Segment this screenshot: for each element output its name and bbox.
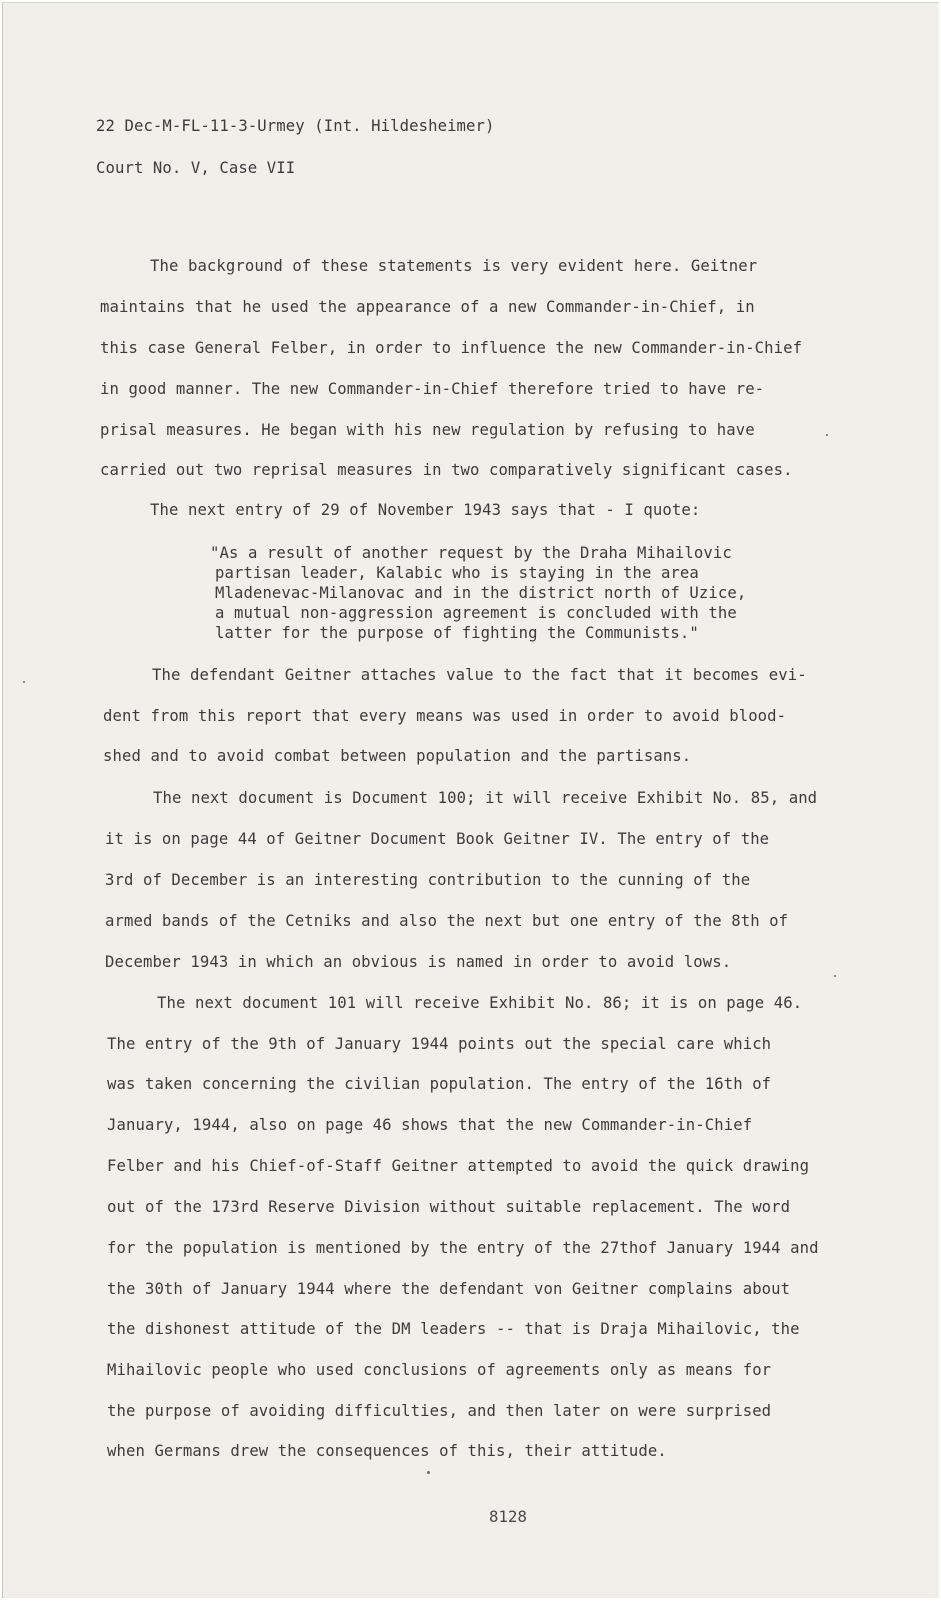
quote-line: latter for the purpose of fighting the Communists." [215,624,699,642]
body-line: for the population is mentioned by the entry of the 27thof January 1944 and [107,1239,819,1257]
body-line: The background of these statements is very evident here. Geitner [150,257,758,275]
body-line: shed and to avoid combat between population and the partisans. [103,747,692,765]
page-number: 8128 [489,1508,527,1526]
body-line: was taken concerning the civilian population. The entry of the 16th of [107,1075,772,1093]
quote-line: "As a result of another request by the Draha Mihailovic [210,544,732,562]
body-line: in good manner. The new Commander-in-Chief therefore tried to have re- [100,380,765,398]
paper-speck [826,434,828,436]
body-line: carried out two reprisal measures in two comparatively significant cases. [100,461,793,479]
body-line: the dishonest attitude of the DM leaders -- that is Draja Mihailovic, the [107,1320,800,1338]
paper-speck [834,975,836,977]
document-reference: 22 Dec-M-FL-11-3-Urmey (Int. Hildesheimer) [96,117,495,135]
body-line: it is on page 44 of Geitner Document Book Geitner IV. The entry of the [105,830,770,848]
quote-line: Mladenevac-Milanovac and in the district north of Uzice, [215,584,747,602]
body-line: The next entry of 29 of November 1943 says that - I quote: [150,501,701,519]
body-line: Felber and his Chief-of-Staff Geitner attempted to avoid the quick drawing [107,1157,810,1175]
body-line: out of the 173rd Reserve Division without suitable replacement. The word [107,1198,791,1216]
quote-line: partisan leader, Kalabic who is staying in the area [215,564,699,582]
body-line: The next document 101 will receive Exhibit No. 86; it is on page 46. [157,994,803,1012]
body-line: The entry of the 9th of January 1944 points out the special care which [107,1035,772,1053]
court-case: Court No. V, Case VII [96,159,296,177]
document-page [2,2,939,1598]
body-line: The defendant Geitner attaches value to the fact that it becomes evi- [152,666,807,684]
body-line: armed bands of the Cetniks and also the next but one entry of the 8th of [105,912,789,930]
body-line: maintains that he used the appearance of a new Commander-in-Chief, in [100,298,755,316]
body-line: the purpose of avoiding difficulties, and then later on were surprised [107,1402,772,1420]
body-line: Mihailovic people who used conclusions of agreements only as means for [107,1361,772,1379]
paper-speck [427,1471,430,1474]
body-line: this case General Felber, in order to influence the new Commander-in-Chief [100,339,803,357]
body-line: prisal measures. He began with his new regulation by refusing to have [100,421,755,439]
quote-line: a mutual non-aggression agreement is concluded with the [215,604,737,622]
body-line: dent from this report that every means was used in order to avoid blood- [103,707,787,725]
body-line: The next document is Document 100; it will receive Exhibit No. 85, and [153,789,818,807]
body-line: the 30th of January 1944 where the defendant von Geitner complains about [107,1280,791,1298]
body-line: January, 1944, also on page 46 shows that the new Commander-in-Chief [107,1116,753,1134]
paper-speck [23,681,25,683]
body-line: 3rd of December is an interesting contribution to the cunning of the [105,871,751,889]
body-line: December 1943 in which an obvious is named in order to avoid lows. [105,953,732,971]
body-line: when Germans drew the consequences of this, their attitude. [107,1442,667,1460]
